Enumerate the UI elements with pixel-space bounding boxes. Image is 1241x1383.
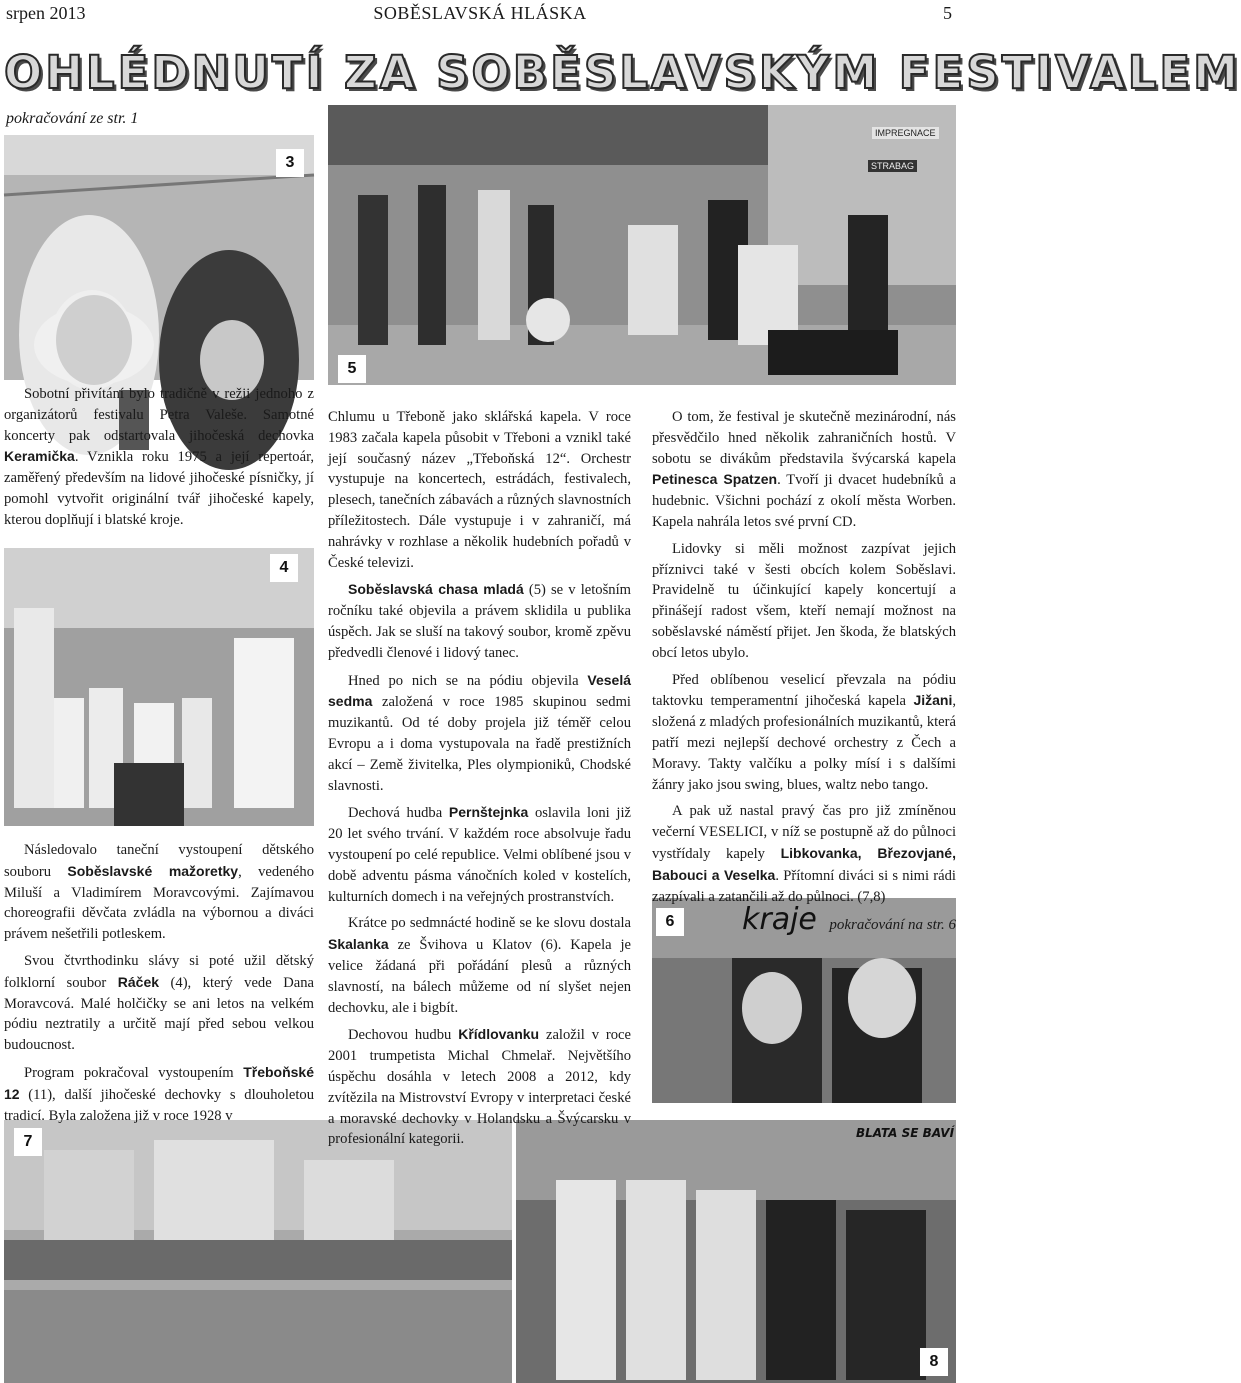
issue-date: srpen 2013 bbox=[6, 3, 86, 23]
paragraph-9: Krátce po sedmnácté hodině se ke slovu dostala Skalanka ze Švihova u Klatov (6). Kapela je velice žádaná při pořádání plesů a různých slavností, na bálech můžeme od ní slyšet nejen dechovku, ale i bigbít. bbox=[328, 915, 631, 1016]
paragraph-5: Chlumu u Třeboně jako sklářská kapela. V roce 1983 začala kapela působit v Třeboni a vznikl také její současný název „Třeboňská 12“. Orchestr vystupuje na koncertech, estrádách, festivalech, plesech, tanečních zábavách a různých slavnostních příležitostech. Dále vystupuje i v zahraničí, má nahrávky v rozhlase a několik hudebních pořadů v České televizi. bbox=[328, 409, 631, 571]
continued-from: pokračování ze str. 1 bbox=[6, 110, 139, 127]
sign-impregnace: IMPREGNACE bbox=[872, 127, 939, 139]
photo-number-5: 5 bbox=[338, 355, 366, 383]
paragraph-8: Dechová hudba Pernštejnka oslavila loni již 20 let svého trvání. V každém roce absolvuje řadu vystoupení po celé republice. Velmi oblíbené jsou v době adventu pásma vánočních koled v kostelích, kulturních domech i na veřejných prostranstvích. bbox=[328, 804, 631, 905]
paragraph-1: Sobotní přivítání bylo tradičně v režii jednoho z organizátorů festivalu Petra Valeše. Samotné koncerty pak odstartovala jihočeská dechovka Keramička. Vznikla roku 1975 a její repertoár, zaměřený především na lidové jihočeské písničky, jí pomohl vytvořit originální tvář jihočeské kapely, kterou doplňují i blatské kroje. bbox=[4, 386, 314, 528]
paragraph-12: Lidovky si měli možnost zazpívat jejich příznivci také v šesti obcích kolem Soběslavi. Pravidelně tu účinkující kapely koncertují a přinášejí radost všem, kteří nemají možnost na soběslavské náměstí přijet. Jen škoda, že blatských obcí letos ubylo. bbox=[652, 540, 956, 661]
photo-8 bbox=[516, 1120, 956, 1383]
paragraph-6: Soběslavská chasa mladá (5) se v letošním ročníku také objevila a právem sklidila u publika úspěch. Jak se sluší na takový soubor, kromě zpěvu předvedli členové i lidový tanec. bbox=[328, 581, 631, 661]
banner-text-kraje: kraje bbox=[742, 902, 817, 937]
paragraph-11: O tom, že festival je skutečně mezinárodní, nás přesvědčilo hned několik zahraničních hostů. V sobotu se divákům představila švýcarská kapela Petinesca Spatzen. Tvoří ji dvacet hudebníků a hudebnic. Všichni pochází z okolí města Worben. Kapela nahrála letos své první CD. bbox=[652, 409, 957, 530]
paragraph-13: Před oblíbenou veselicí převzala na pódiu taktovku temperamentní jihočeská kapela Jižani, složená z mladých profesionálních muzikantů, která patří mezi nejlepší dechové orchestry z Čech a Moravy. Takty valčíku a polky mísí i s dalšími žánry jako jsou swing, blues, waltz nebo tango. bbox=[652, 671, 956, 793]
photo-4 bbox=[4, 548, 314, 826]
photo-7 bbox=[4, 1120, 512, 1383]
paragraph-2: Následovalo taneční vystoupení dětského souboru Soběslavské mažoretky, vedeného Miluší a Vladimírem Moravcovými. Zajímavou choreografii děvčata zvládla na výbornou a diváci právem nešetřili potleskem. bbox=[4, 842, 314, 943]
column-1-top bbox=[4, 384, 314, 537]
publication-title: SOBĚSLAVSKÁ HLÁSKA bbox=[373, 3, 587, 23]
paragraph-7: Hned po nich se na pódiu objevila Veselá sedma založená v roce 1985 skupinou sedmi muzikantů. Od té doby projela již téměř celou Evropu a i doma vystupovala na řadě prestižních akcí – Země živitelka, Ples olympioniků, Chodské slavnosti. bbox=[328, 671, 631, 794]
banner-text-blata-se-bavi: BLATA SE BAVÍ bbox=[856, 1126, 955, 1140]
column-3 bbox=[652, 407, 956, 936]
article-banner: OHLÉDNUTÍ ZA SOBĚSLAVSKÝM FESTIVALEM bbox=[4, 46, 1241, 99]
column-1-bottom bbox=[4, 840, 314, 1132]
photo-number-8: 8 bbox=[920, 1348, 948, 1376]
photo-number-7: 7 bbox=[14, 1128, 42, 1156]
page-number: 5 bbox=[943, 3, 952, 23]
photo-number-6: 6 bbox=[656, 908, 684, 936]
photo-number-3: 3 bbox=[276, 149, 304, 177]
photo-5 bbox=[328, 105, 956, 385]
paragraph-10: Dechovou hudbu Křídlovanku založil v roce 2001 trumpetista Michal Chmelař. Největšího úspěchu dosáhla v letech 2008 a 2012, kdy zvítězila na Mistrovství Evropy v interpretaci české a moravské dechovky v Holandsku a Švýcarsku v profesionální kategorii. bbox=[328, 1026, 632, 1148]
continued-to: pokračování na str. 6 bbox=[829, 917, 956, 934]
paragraph-4: Program pokračoval vystoupením Třeboňské 12 (11), další jihočeské dechovky s dlouholetou tradicí. Byla založena již v roce 1928 v bbox=[4, 1063, 314, 1124]
paragraph-3: Svou čtvrthodinku slávy si poté užil dětský folklorní soubor Ráček (4), který vede Dana Moravcová. Malé holčičky se ani letos na velkém pódiu neztratily a určitě mají před sebou velkou budoucnost. bbox=[4, 952, 314, 1054]
column-2 bbox=[328, 407, 631, 1156]
page-header bbox=[0, 0, 960, 28]
sign-strabag: STRABAG bbox=[868, 160, 917, 172]
paragraph-14: A pak už nastal pravý čas pro již zmíněnou večerní VESELICI, v níž se postupně až do půlnoci vystřídaly kapely Libkovanka, Březovjané, Babouci a Veselka. Přítomní diváci si s nimi rádi zazpívali a zatančili až do půlnoci. (7,8) bbox=[652, 803, 956, 905]
photo-3 bbox=[4, 135, 314, 380]
photo-number-4: 4 bbox=[270, 554, 298, 582]
